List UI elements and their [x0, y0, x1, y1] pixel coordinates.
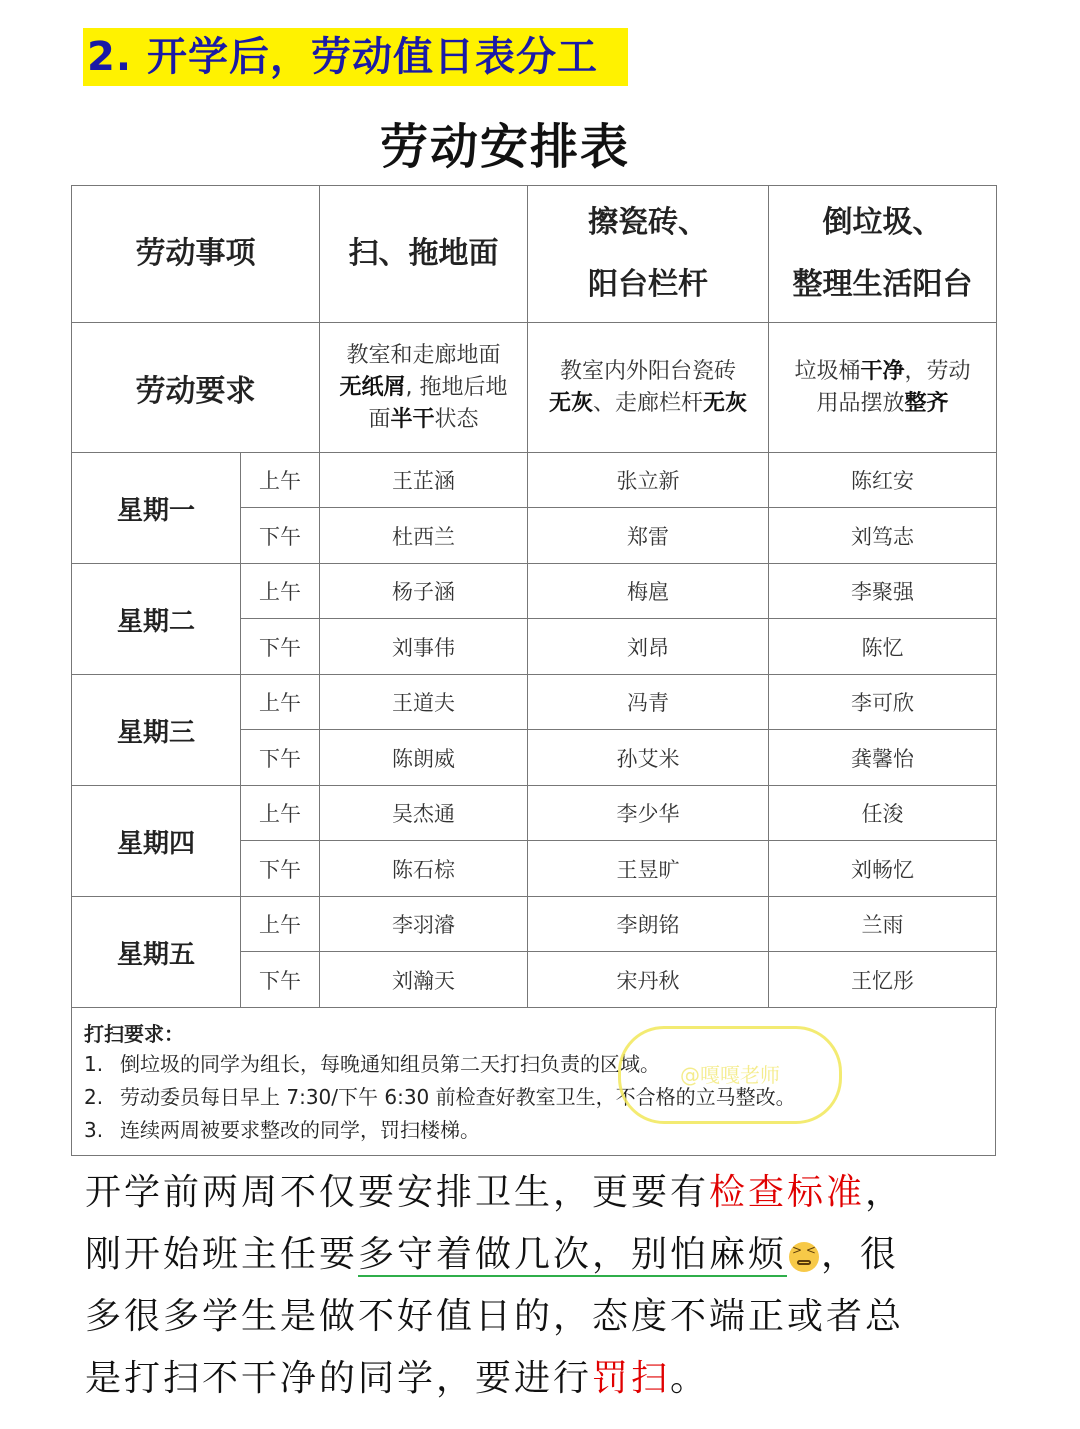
student-name: 刘畅忆: [769, 841, 997, 897]
req2-emph-2: 无灰: [703, 390, 748, 416]
req3-line1-a: 垃圾桶: [794, 358, 861, 384]
rule-number: 2.: [84, 1085, 104, 1109]
req1-line2-text: , 拖地后地: [405, 374, 508, 400]
section-heading: 2. 开学后，劳动值日表分工: [83, 28, 628, 86]
note-emphasis-penalty: 罚扫: [592, 1358, 671, 1399]
rule-number: 3.: [84, 1118, 104, 1142]
table-title: 劳动安排表: [379, 119, 630, 175]
period-label: 上午: [241, 675, 320, 730]
student-name: 王芷涵: [320, 453, 528, 508]
header-task-2-line1: 擦瓷砖、: [588, 205, 708, 240]
handwritten-notes: [85, 1162, 985, 1410]
period-label: 下午: [241, 508, 320, 564]
rule-item: [84, 1114, 983, 1147]
schedule-row: [72, 897, 997, 952]
req1-emph-1: 无纸屑: [339, 374, 406, 400]
req2-line2: [528, 388, 768, 420]
req3-line2-a: 用品摆放: [816, 390, 905, 416]
note-4b: 。: [670, 1358, 710, 1399]
note-4a: 是打扫不干净的同学，要进行: [85, 1358, 593, 1399]
student-name: 李可欣: [769, 675, 997, 730]
period-label: 下午: [241, 730, 320, 786]
period-label: 下午: [241, 952, 320, 1008]
header-task-2: [528, 186, 769, 323]
student-name: 李少华: [528, 786, 769, 841]
req2-emph-1: 无灰: [548, 390, 593, 416]
req3-emph-2: 整齐: [904, 390, 949, 416]
schedule-body: [72, 453, 997, 1008]
rule-item: [84, 1081, 983, 1114]
header-task-2-line2: 阳台栏杆: [588, 267, 708, 302]
tired-face-emoji-icon: [789, 1242, 819, 1272]
req1-line2: [320, 372, 527, 404]
requirements-label: 劳动要求: [72, 323, 320, 453]
watermark-stamp: @嘎嘎老师: [618, 1026, 842, 1124]
day-label: 星期三: [72, 675, 241, 786]
period-label: 上午: [241, 897, 320, 952]
student-name: 王昱旷: [528, 841, 769, 897]
student-name: 任浚: [769, 786, 997, 841]
schedule-row: [72, 786, 997, 841]
period-label: 上午: [241, 453, 320, 508]
student-name: 刘笃志: [769, 508, 997, 564]
requirement-task-1: [320, 323, 528, 453]
day-label: 星期五: [72, 897, 241, 1008]
student-name: 王道夫: [320, 675, 528, 730]
student-name: 杜西兰: [320, 508, 528, 564]
requirements-row: [72, 323, 997, 453]
header-task-3-line2: 整理生活阳台: [792, 267, 973, 302]
req2-line1: 教室内外阳台瓷砖: [559, 358, 736, 384]
req2-line2-text: 、走廊栏杆: [592, 390, 703, 416]
student-name: 龚馨怡: [769, 730, 997, 786]
student-name: 陈红安: [769, 453, 997, 508]
header-task-1-line1: 扫、拖地面: [348, 236, 499, 271]
student-name: 陈朗威: [320, 730, 528, 786]
header-task-3-line1: 倒垃圾、: [822, 205, 943, 240]
header-item-label: 劳动事项: [72, 186, 320, 323]
note-line-3: 多很多学生是做不好值日的，态度不端正或者总: [85, 1296, 905, 1337]
cleaning-rules: [71, 1008, 996, 1156]
rule-text: 倒垃圾的同学为组长，每晚通知组员第二天打扫负责的区域。: [120, 1052, 660, 1076]
note-1a: 开学前两周不仅要安排卫生，更要有: [85, 1172, 710, 1213]
note-2b: ，很: [821, 1234, 900, 1275]
rule-text: 劳动委员每日早上 7:30/下午 6:30 前检查好教室卫生，不合格的立马整改。: [120, 1085, 796, 1109]
req3-emph-1: 干净: [860, 358, 905, 384]
req1-line1: 教室和走廊地面: [346, 342, 501, 368]
note-line-2: [85, 1224, 985, 1286]
note-line-4: [85, 1348, 985, 1410]
note-1b: ，: [865, 1172, 905, 1213]
student-name: 梅扈: [528, 564, 769, 619]
req1-line3-c: 状态: [434, 406, 479, 432]
student-name: 刘事伟: [320, 619, 528, 675]
day-label: 星期二: [72, 564, 241, 675]
student-name: 孙艾米: [528, 730, 769, 786]
header-row: [72, 186, 997, 323]
student-name: 兰雨: [769, 897, 997, 952]
student-name: 刘瀚天: [320, 952, 528, 1008]
note-line-1: [85, 1162, 985, 1224]
rule-text: 连续两周被要求整改的同学，罚扫楼梯。: [120, 1118, 480, 1142]
day-label: 星期四: [72, 786, 241, 897]
note-underlined-text: 多守着做几次，别怕麻烦: [358, 1234, 788, 1275]
rule-number: 1.: [84, 1052, 104, 1076]
schedule-row: [72, 453, 997, 508]
note-2a: 刚开始班主任要: [85, 1234, 359, 1275]
day-label: 星期一: [72, 453, 241, 564]
student-name: 郑雷: [528, 508, 769, 564]
schedule-row: [72, 564, 997, 619]
student-name: 吴杰通: [320, 786, 528, 841]
student-name: 冯青: [528, 675, 769, 730]
student-name: 陈忆: [769, 619, 997, 675]
rule-item: [84, 1048, 983, 1081]
requirement-task-2: [528, 323, 769, 453]
header-task-1: [320, 186, 528, 323]
period-label: 下午: [241, 619, 320, 675]
student-name: 王忆彤: [769, 952, 997, 1008]
student-name: 李朗铭: [528, 897, 769, 952]
student-name: 李羽濬: [320, 897, 528, 952]
req1-emph-2: 半干: [390, 406, 435, 432]
req3-line1: [769, 356, 996, 388]
student-name: 张立新: [528, 453, 769, 508]
header-task-3: [769, 186, 997, 323]
rules-title: 打扫要求：: [84, 1022, 184, 1046]
period-label: 上午: [241, 564, 320, 619]
schedule-row: [72, 675, 997, 730]
student-name: 陈石棕: [320, 841, 528, 897]
student-name: 刘昂: [528, 619, 769, 675]
student-name: 杨子涵: [320, 564, 528, 619]
period-label: 上午: [241, 786, 320, 841]
req3-line1-c: ，劳动: [904, 358, 971, 384]
duty-schedule-table: [71, 185, 997, 1008]
requirement-task-3: [769, 323, 997, 453]
req3-line2: [769, 388, 996, 420]
req1-line3-a: 面: [368, 406, 391, 432]
student-name: 宋丹秋: [528, 952, 769, 1008]
note-emphasis-check-standard: 检查标准: [709, 1172, 866, 1213]
period-label: 下午: [241, 841, 320, 897]
student-name: 李聚强: [769, 564, 997, 619]
req1-line3: [320, 404, 527, 436]
